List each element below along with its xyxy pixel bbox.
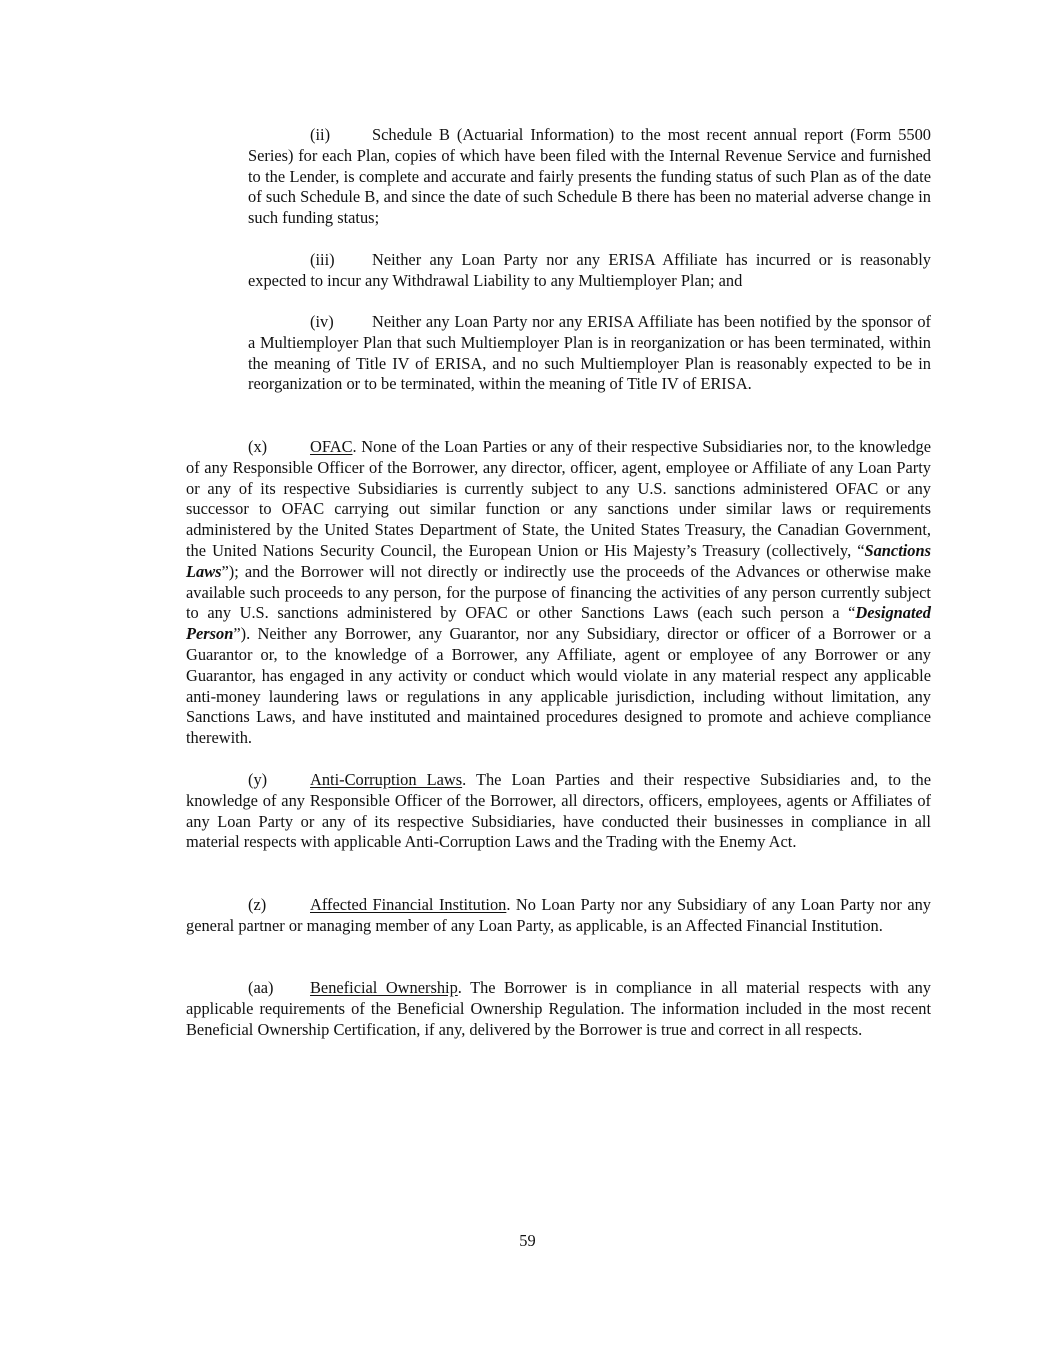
paragraph-iv xyxy=(248,312,931,395)
paragraph-label: (ii) xyxy=(310,125,331,144)
section-heading: OFAC xyxy=(310,437,353,456)
section-heading: Beneficial Ownership xyxy=(310,978,458,997)
section-text: . The Loan Parties and their respective Subsidiaries and, to the knowledge of any Responsible Officer of the Borrower, all directors, officers, employees, agents or Affiliates of any Loan Party or any of its respective Subsidiaries, have conducted their businesses in compliance in all material respects with applicable Anti-Corruption Laws and the Trading with the Enemy Act. xyxy=(186,770,931,852)
section-text: . No Loan Party nor any Subsidiary of any Loan Party nor any general partner or managing member of any Loan Party, as applicable, is an Affected Financial Institution. xyxy=(186,895,932,935)
paragraph-label: (iv) xyxy=(310,312,334,331)
section-aa-beneficial-ownership xyxy=(186,978,931,1040)
section-z-affected-financial-institution xyxy=(186,895,931,937)
section-text: . The Borrower is in compliance in all material respects with any applicable requirements of the Beneficial Ownership Regulation. The information included in the most recent Beneficial Ownership Certification, if any, delivered by the Borrower is true and correct in all respects. xyxy=(186,978,932,1039)
section-y-anti-corruption xyxy=(186,770,931,853)
section-label: (aa) xyxy=(248,978,274,997)
section-text: ”); and the Borrower will not directly or indirectly use the proceeds of the Advances or otherwise make available such proceeds to any person, for the purpose of financing the activities of any person currently subject to any U.S. sanctions administered by OFAC or other Sanctions Laws (each such person a “ xyxy=(186,561,931,623)
paragraph-text: Schedule B (Actuarial Information) to the most recent annual report (Form 5500 Series) for each Plan, copies of which have been filed with the Internal Revenue Service and furnished to the Lender, is complete and accurate and fairly presents the funding status of such Plan as of the date of such Schedule B, and since the date of such Schedule B there has been no material adverse change in such funding status; xyxy=(248,125,931,228)
section-heading: Anti-Corruption Laws xyxy=(310,770,463,789)
section-label: (y) xyxy=(248,770,268,789)
paragraph-text: Neither any Loan Party nor any ERISA Affiliate has incurred or is reasonably expected to incur any Withdrawal Liability to any Multiemployer Plan; and xyxy=(248,250,931,290)
section-label: (z) xyxy=(248,895,267,914)
defined-term-sanctions-laws: Sanctions Laws xyxy=(186,540,931,581)
section-text: . None of the Loan Parties or any of their respective Subsidiaries nor, to the knowledge of any Responsible Officer of the Borrower, any director, officer, agent, employee or Affiliate of any Loan Party or any of its respective Subsidiaries is currently subject to any U.S. sanctions administered OFAC or any successor to OFAC carrying out similar function or any sanctions under similar laws or requirements administered by the United States Department of State, the United States Treasury, the Canadian Government, the United Nations Security Council, the European Union or His Majesty’s Treasury (collectively, “ xyxy=(186,437,931,560)
section-heading: Affected Financial Institution xyxy=(310,895,507,914)
paragraph-text: Neither any Loan Party nor any ERISA Affiliate has been notified by the sponsor of a Multiemployer Plan that such Multiemployer Plan is in reorganization or has been terminated, within the meaning of Title IV of ERISA, and no such Multiemployer Plan is reasonably expected to be in reorganization or to be terminated, within the meaning of Title IV of ERISA. xyxy=(248,312,931,394)
defined-term-designated-person: Designated Person xyxy=(186,603,931,644)
page-number: 59 xyxy=(519,1231,536,1250)
paragraph-iii xyxy=(248,250,931,292)
section-text: ”). Neither any Borrower, any Guarantor, nor any Subsidiary, director or officer of a Borrower or a Guarantor or, to the knowledge of a Borrower, any Affiliate, agent or employee of any Borrower or any Guarantor, has engaged in any activity or conduct which would violate in any material respect any applicable anti-money laundering laws or regulations in any applicable jurisdiction, including without limitation, any Sanctions Laws, and have instituted and maintained procedures designed to promote and achieve compliance therewith. xyxy=(186,624,931,748)
paragraph-ii xyxy=(248,125,931,229)
section-x-ofac xyxy=(186,437,931,749)
section-label: (x) xyxy=(248,437,268,456)
paragraph-label: (iii) xyxy=(310,250,335,269)
